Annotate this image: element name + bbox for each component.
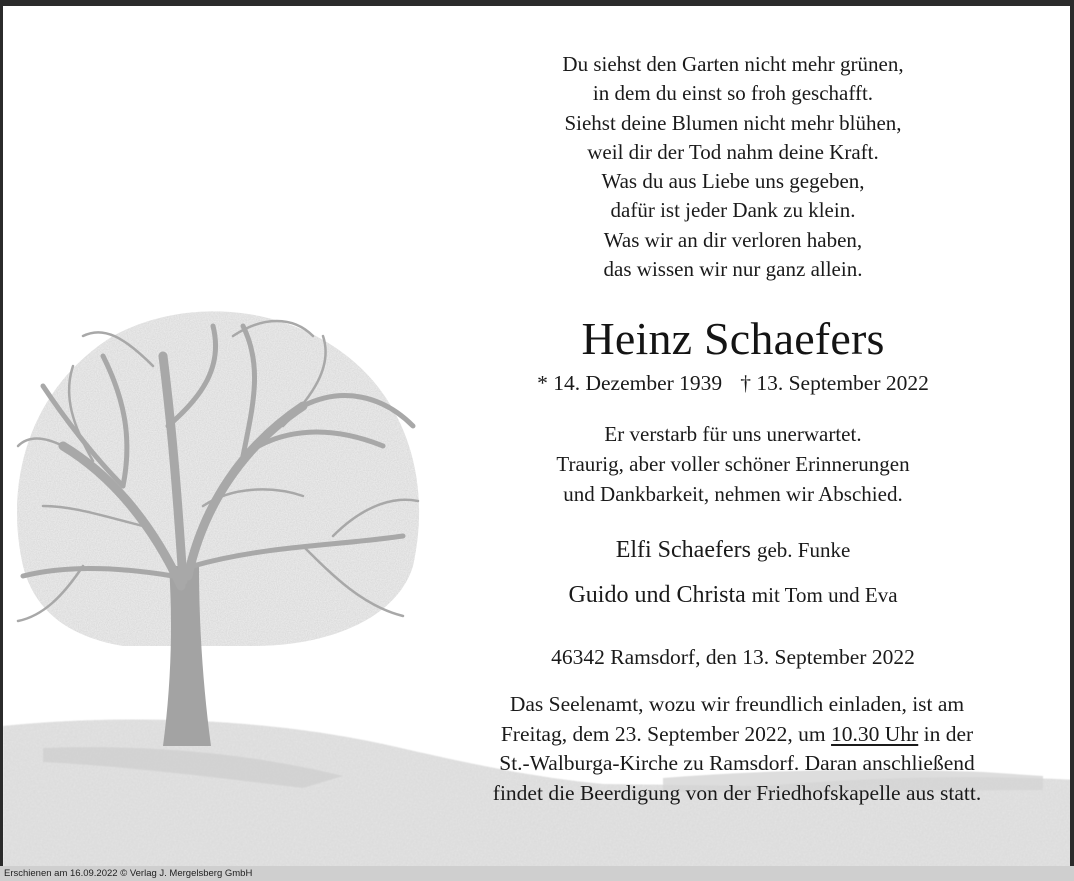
service-date: Freitag, dem 23. September 2022, um <box>500 721 826 746</box>
mourner-line-2 <box>433 579 1033 611</box>
poem-line: in dem du einst so froh geschafft. <box>592 81 874 106</box>
poem-line: Siehst deine Blumen nicht mehr blühen, <box>564 110 902 135</box>
service-line: St.-Walburga-Kirche zu Ramsdorf. Daran anschließend <box>499 751 975 775</box>
poem-line: Du siehst den Garten nicht mehr grünen, <box>562 52 904 76</box>
message-line: Traurig, aber voller schöner Erinnerungen <box>556 452 910 476</box>
service-line <box>423 720 1051 750</box>
message-line: und Dankbarkeit, nehmen wir Abschied. <box>563 482 903 506</box>
service-time: 10.30 Uhr <box>831 721 919 746</box>
poem <box>433 50 1033 284</box>
birth-date: * 14. Dezember 1939 <box>537 371 723 395</box>
mourner-line-1 <box>433 534 1033 566</box>
poem-line: das wissen wir nur ganz allein. <box>603 257 863 282</box>
maiden-name: geb. Funke <box>756 538 851 562</box>
service-line: findet die Beerdigung von der Friedhofskapelle aus statt. <box>492 780 982 805</box>
service-text: in der <box>923 721 974 746</box>
grandchildren: mit Tom und Eva <box>751 583 898 607</box>
poem-line: Was wir an dir verloren haben, <box>603 227 863 252</box>
farewell-message <box>433 419 1033 509</box>
deceased-name: Heinz Schaefers <box>581 313 885 364</box>
mourner-name: Elfi Schaefers <box>615 537 751 563</box>
life-dates <box>433 369 1033 397</box>
death-date: † 13. September 2022 <box>740 371 929 395</box>
mourner-names: Guido und Christa <box>568 582 746 608</box>
place-date: 46342 Ramsdorf, den 13. September 2022 <box>551 645 915 669</box>
service-line: Das Seelenamt, wozu wir freundlich einladen, ist am <box>509 692 965 716</box>
publication-footer: Erschienen am 16.09.2022 © Verlag J. Mergelsberg GmbH <box>0 866 1074 881</box>
tree <box>17 311 419 746</box>
poem-line: Was du aus Liebe uns gegeben, <box>601 169 865 194</box>
message-line: Er verstarb für uns unerwartet. <box>604 422 862 446</box>
poem-line: dafür ist jeder Dank zu klein. <box>610 198 856 223</box>
poem-line: weil dir der Tod nahm deine Kraft. <box>587 139 879 164</box>
service-announcement <box>423 690 1051 808</box>
